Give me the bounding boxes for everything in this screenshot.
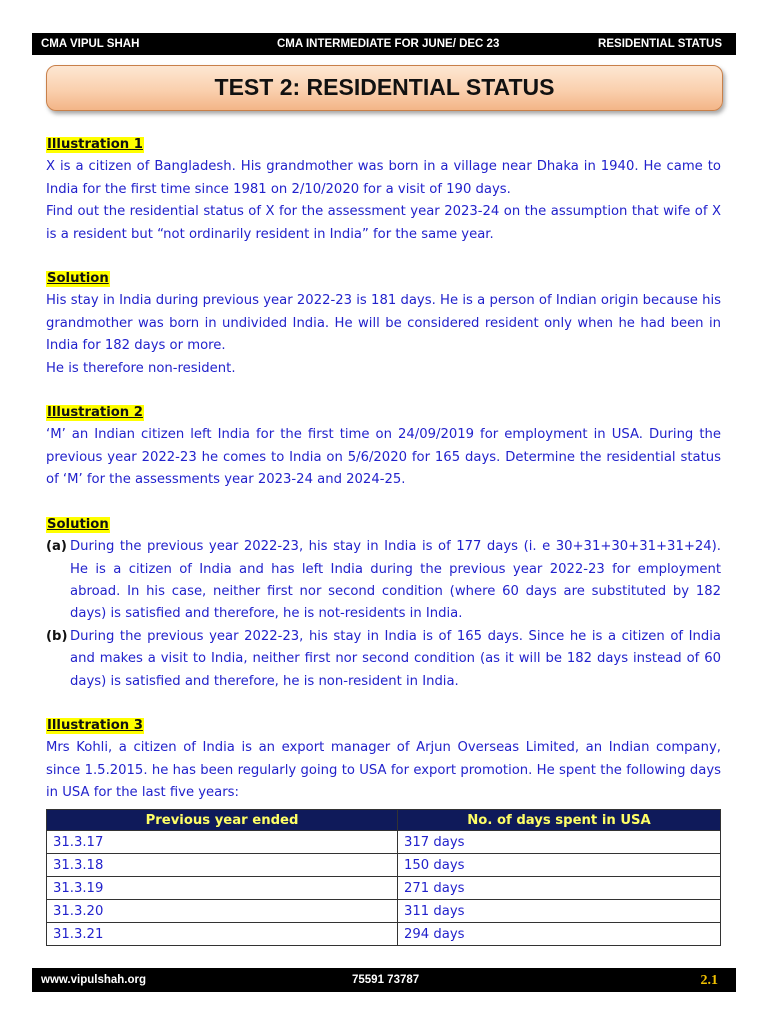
- footer-website: www.vipulshah.org: [41, 974, 146, 986]
- cell-days: 271 days: [398, 877, 721, 900]
- header-chapter: RESIDENTIAL STATUS: [598, 38, 722, 50]
- cell-year: 31.3.20: [47, 900, 398, 923]
- days-in-usa-table: [46, 809, 721, 946]
- illustration-1-para-1: X is a citizen of Bangladesh. His grandmother was born in a village near Dhaka in 1940. He came to India for the first time since 1981 on 2/10/2020 for a visit of 190 days.: [46, 159, 721, 197]
- cell-year: 31.3.17: [47, 831, 398, 854]
- item-text: During the previous year 2022-23, his stay in India is of 177 days (i. e 30+31+30+31+31+24). He is a citizen of India and has left India during the previous year 2022-23 for employment abroad. In his case, neither first nor second condition (where 60 days are substituted by 182 days) is satisfied and therefore, he is not-residents in India.: [70, 539, 721, 622]
- cell-days: 317 days: [398, 831, 721, 854]
- cell-days: 294 days: [398, 923, 721, 946]
- table-row: [47, 877, 721, 900]
- table-header-row: [47, 810, 721, 831]
- page-number: 2.1: [700, 973, 718, 988]
- solution-2-heading: Solution: [47, 516, 109, 532]
- cell-year: 31.3.18: [47, 854, 398, 877]
- solution-1-para-2: He is therefore non-resident.: [46, 360, 236, 376]
- cell-days: 311 days: [398, 900, 721, 923]
- column-header-days: No. of days spent in USA: [398, 810, 721, 831]
- table-row: [47, 831, 721, 854]
- illustration-2-para-1: ‘M’ an Indian citizen left India for the first time on 24/09/2019 for employment in USA. During the previous year 2022-23 he comes to India on 5/6/2020 for 165 days. Determine the residential status of ‘M’ for the assessments year 2023-24 and 2024-25.: [46, 427, 721, 488]
- illustration-3-para-1: Mrs Kohli, a citizen of India is an export manager of Arjun Overseas Limited, an Indian company, since 1.5.2015. he has been regularly going to USA for export promotion. He spent the following days in USA for the last five years:: [46, 740, 721, 801]
- item-marker: (a): [46, 539, 67, 555]
- cell-year: 31.3.21: [47, 923, 398, 946]
- item-text: During the previous year 2022-23, his stay in India is of 165 days. Since he is a citizen of India and makes a visit to India, neither first nor second condition (as it will be 182 days instead of 60 days) is satisfied and therefore, he is non-resident in India.: [70, 628, 721, 689]
- table-row: [47, 923, 721, 946]
- solution-1-para-1: His stay in India during previous year 2022-23 is 181 days. He is a person of Indian origin because his grandmother was born in undivided India. He will be considered resident only when he had been in India for 182 days or more.: [46, 293, 721, 354]
- illustration-1-heading: Illustration 1: [47, 137, 143, 152]
- page-header: [32, 33, 736, 55]
- page-footer: [32, 968, 736, 992]
- table-row: [47, 900, 721, 923]
- illustration-1-para-2: Find out the residential status of X for the assessment year 2023-24 on the assumption that wife of X is a resident but “not ordinarily resident in India” for the same year.: [46, 204, 721, 242]
- illustration-2-heading: Illustration 2: [47, 405, 143, 421]
- solution-1-heading: Solution: [47, 271, 109, 287]
- solution-2-item-a: [46, 536, 721, 626]
- page-title: TEST 2: RESIDENTIAL STATUS: [214, 74, 555, 100]
- item-marker: (b): [46, 628, 68, 644]
- document-body: [46, 134, 721, 805]
- title-banner: [46, 65, 723, 111]
- header-author: CMA VIPUL SHAH: [41, 38, 140, 50]
- solution-2-item-b: [46, 626, 721, 693]
- cell-year: 31.3.19: [47, 877, 398, 900]
- illustration-3-heading: Illustration 3: [47, 717, 143, 733]
- column-header-year: Previous year ended: [47, 810, 398, 831]
- header-course: CMA INTERMEDIATE FOR JUNE/ DEC 23: [277, 38, 500, 50]
- footer-phone: 75591 73787: [352, 974, 420, 986]
- table-row: [47, 854, 721, 877]
- cell-days: 150 days: [398, 854, 721, 877]
